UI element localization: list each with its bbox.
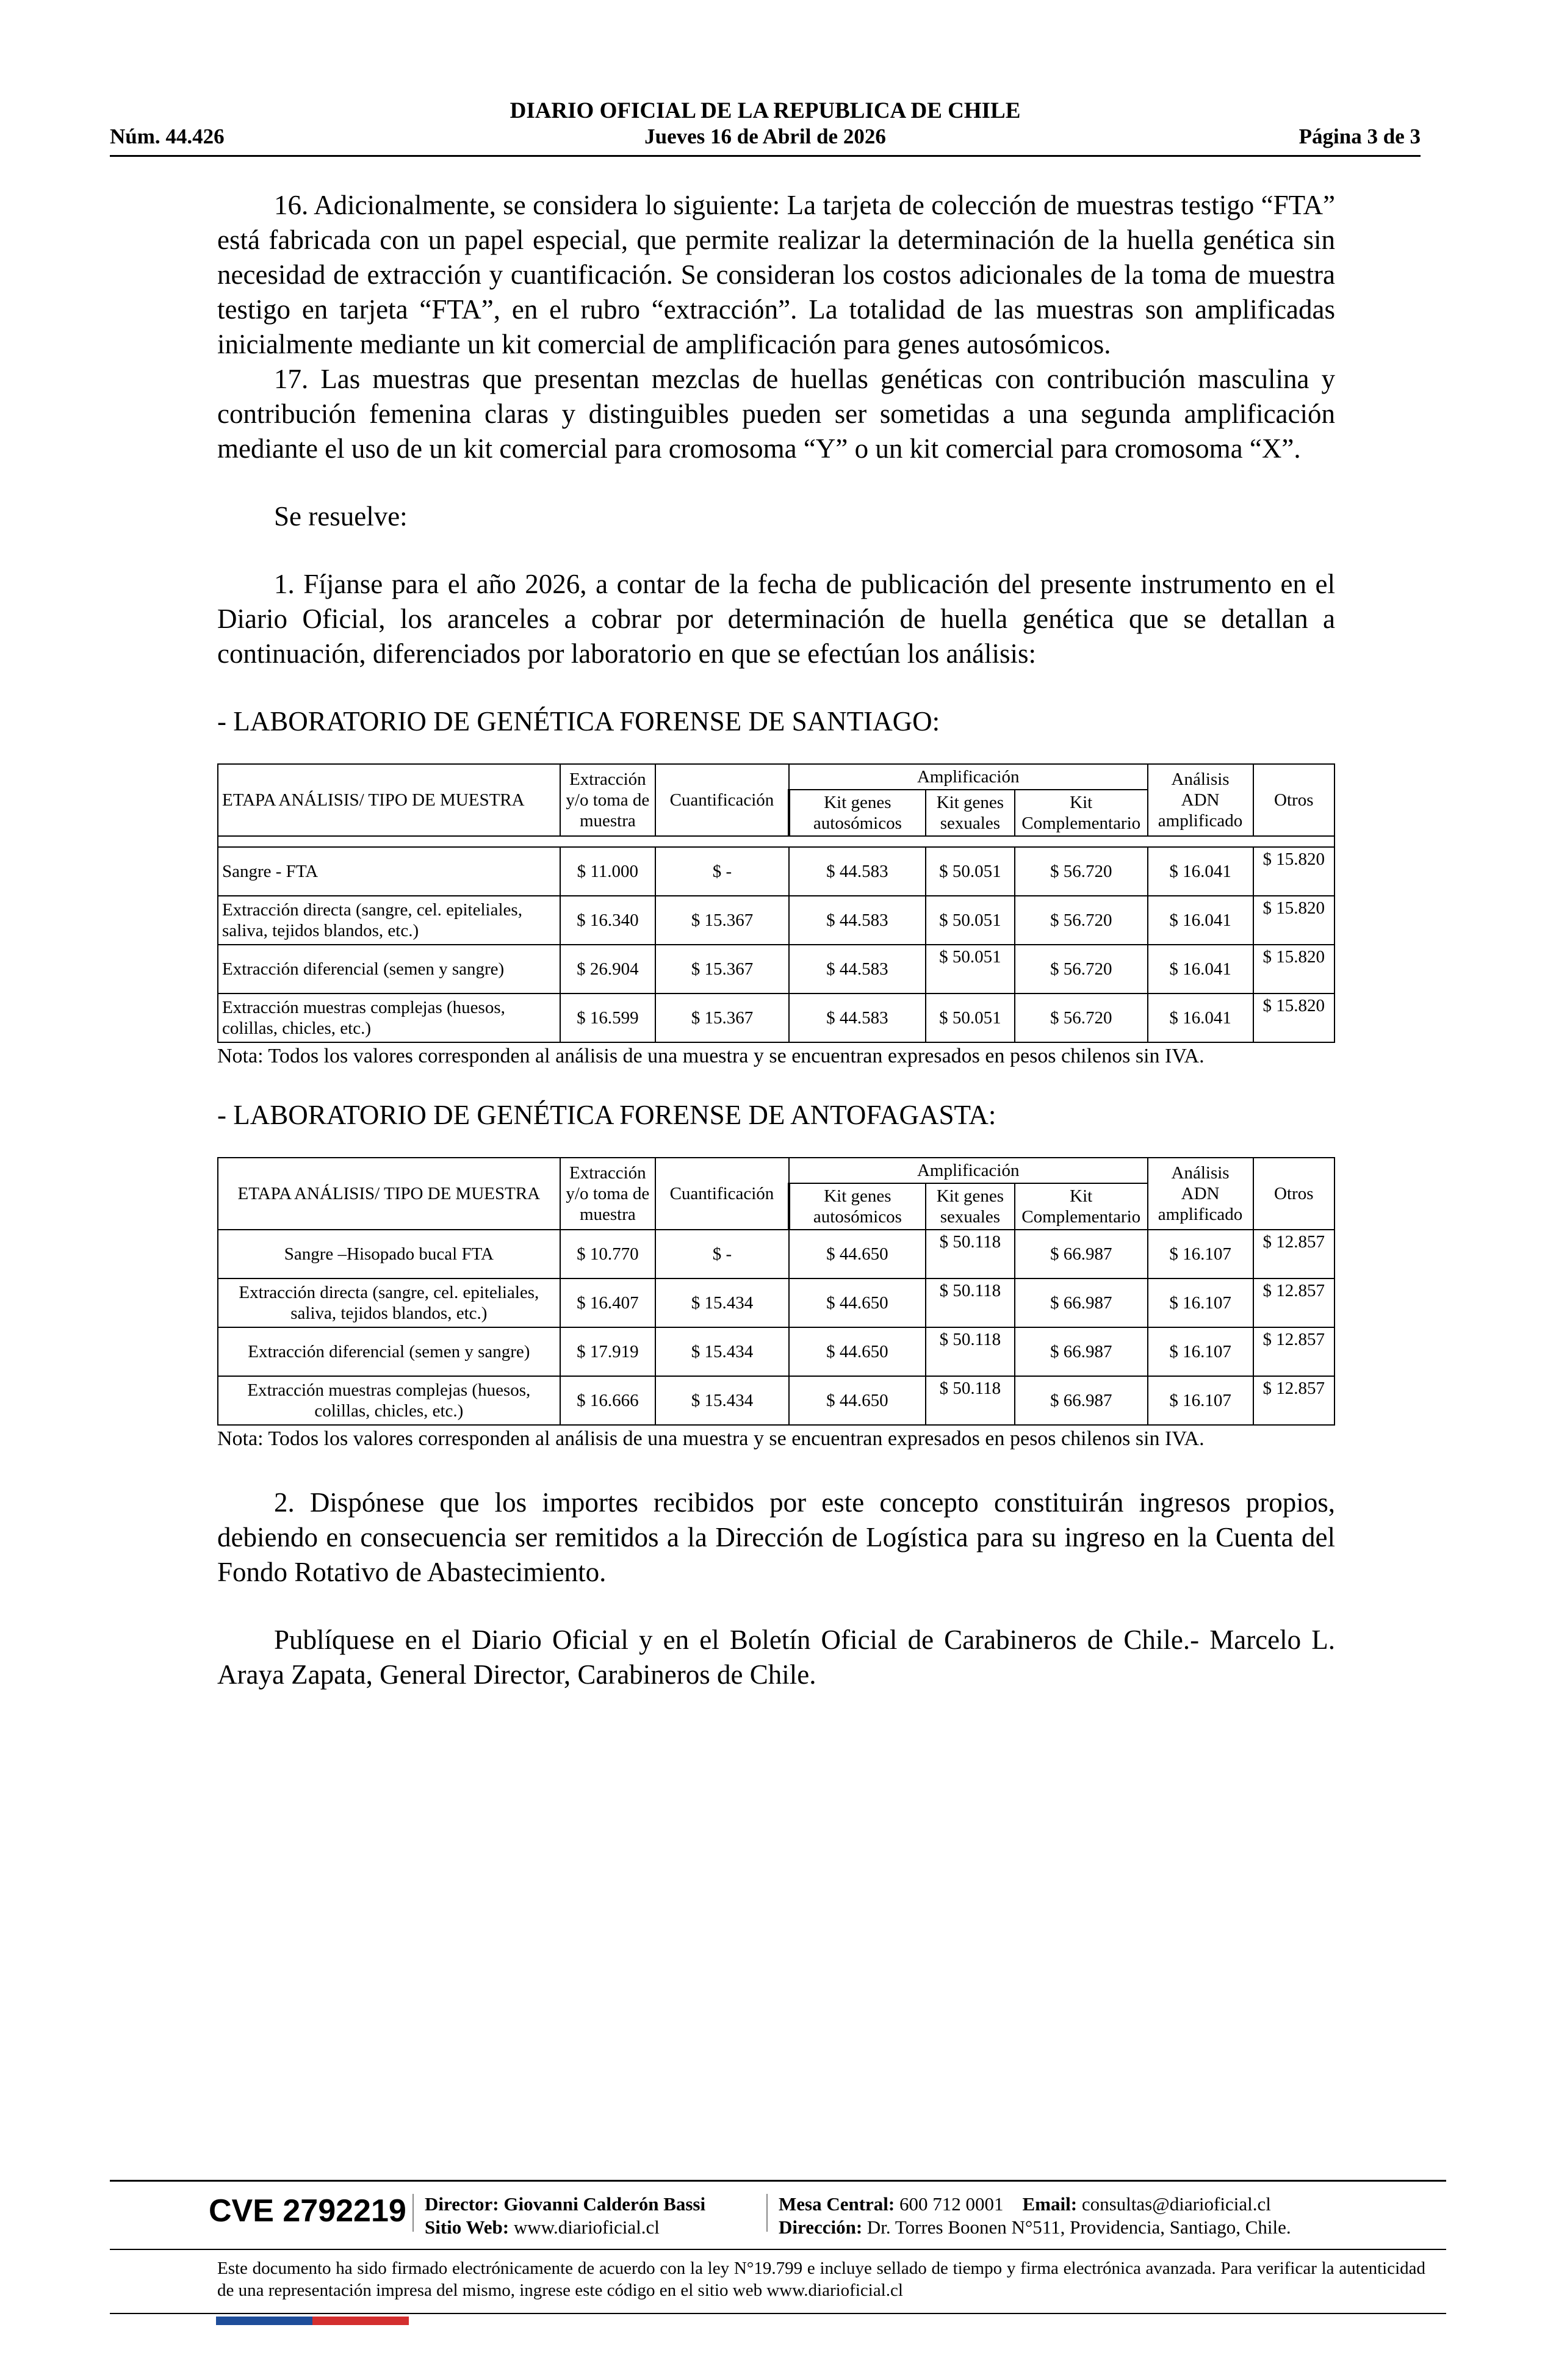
- cell-sexuales: $ 50.051: [926, 896, 1015, 945]
- cell-complementario: $ 56.720: [1015, 945, 1148, 993]
- cell-etapa: Extracción muestras complejas (huesos, colillas, chicles, etc.): [218, 993, 560, 1042]
- email-label: Email:: [1022, 2193, 1078, 2215]
- cell-analisis: $ 16.107: [1148, 1376, 1253, 1425]
- director-label: Director:: [425, 2193, 499, 2215]
- cell-etapa: Extracción directa (sangre, cel. epiteliales, saliva, tejidos blandos, etc.): [218, 896, 560, 945]
- cell-complementario: $ 66.987: [1015, 1376, 1148, 1425]
- table-row: [218, 993, 1334, 1042]
- cell-autosomicos: $ 44.583: [789, 847, 926, 896]
- header-complementario: Kit Complementario: [1015, 790, 1148, 836]
- table-row: [218, 1278, 1334, 1327]
- cell-cuantificacion: $ 15.367: [655, 993, 789, 1042]
- cell-cuantificacion: $ -: [655, 847, 789, 896]
- cell-analisis: $ 16.041: [1148, 847, 1253, 896]
- legal-notice: Este documento ha sido firmado electrónicamente de acuerdo con la ley N°19.799 e incluye sellado de tiempo y firma electrónica avanzada. Para verificar la autenticidad de una representación impresa del mismo, ingrese este código en el sitio web www.diarioficial.cl: [217, 2259, 1425, 2300]
- cell-analisis: $ 16.107: [1148, 1327, 1253, 1376]
- cell-sexuales: $ 50.051: [926, 945, 1015, 993]
- table-row: [218, 847, 1334, 896]
- address-label: Dirección:: [779, 2216, 863, 2238]
- cell-extraccion: $ 11.000: [560, 847, 655, 896]
- cell-otros: $ 15.820: [1253, 847, 1334, 896]
- footer-contact-block: [779, 2193, 1291, 2239]
- cell-analisis: $ 16.107: [1148, 1278, 1253, 1327]
- santiago-note: Nota: Todos los valores corresponden al análisis de una muestra y se encuentran expresados en pesos chilenos sin IVA.: [217, 1045, 1205, 1067]
- address-text: Dr. Torres Boonen N°511, Providencia, Santiago, Chile.: [866, 2216, 1291, 2238]
- cell-sexuales: $ 50.051: [926, 847, 1015, 896]
- cell-sexuales: $ 50.118: [926, 1278, 1015, 1327]
- table-row: [218, 1327, 1334, 1376]
- header-extraccion: Extracción y/o toma de muestra: [560, 764, 655, 836]
- cell-autosomicos: $ 44.650: [789, 1376, 926, 1425]
- header-otros: Otros: [1253, 1158, 1334, 1230]
- cell-analisis: $ 16.041: [1148, 993, 1253, 1042]
- footer-director-block: [425, 2193, 705, 2239]
- cell-complementario: $ 66.987: [1015, 1278, 1148, 1327]
- cell-extraccion: $ 16.599: [560, 993, 655, 1042]
- paragraph-16: 16. Adicionalmente, se considera lo siguiente: La tarjeta de colección de muestras testigo “FTA” está fabricada con un papel especial, que permite realizar la determinación de la huella genética sin necesidad de extracción y cuantificación. Se consideran los costos adicionales de la toma de muestra testigo en tarjeta “FTA”, en el rubro “extracción”. La totalidad de las muestras son amplificadas inicialmente mediante un kit comercial de amplificación para genes autosómicos.: [217, 190, 1335, 359]
- cell-otros: $ 12.857: [1253, 1230, 1334, 1278]
- cell-autosomicos: $ 44.650: [789, 1230, 926, 1278]
- email-link[interactable]: consultas@diarioficial.cl: [1081, 2193, 1271, 2215]
- cell-autosomicos: $ 44.583: [789, 896, 926, 945]
- website-label: Sitio Web:: [425, 2216, 510, 2238]
- header-sexuales: Kit genes sexuales: [926, 1183, 1015, 1230]
- antofagasta-note: Nota: Todos los valores corresponden al análisis de una muestra y se encuentran expresados en pesos chilenos sin IVA.: [217, 1427, 1205, 1450]
- footer-divider: [412, 2194, 414, 2232]
- cell-otros: $ 15.820: [1253, 945, 1334, 993]
- cell-otros: $ 15.820: [1253, 993, 1334, 1042]
- santiago-lab-title: - LABORATORIO DE GENÉTICA FORENSE DE SANTIAGO:: [217, 706, 940, 737]
- issue-date: Jueves 16 de Abril de 2026: [644, 124, 886, 148]
- header-etapa: ETAPA ANÁLISIS/ TIPO DE MUESTRA: [218, 1158, 560, 1230]
- resolution-2: 2. Dispónese que los importes recibidos por este concepto constituirán ingresos propios, debiendo en consecuencia ser remitidos a la Dirección de Logística para su ingreso en la Cuenta del Fondo Rotativo de Abastecimiento.: [217, 1487, 1335, 1587]
- issue-number: Núm. 44.426: [110, 124, 225, 148]
- resuelve-heading: Se resuelve:: [274, 501, 408, 532]
- cell-complementario: $ 56.720: [1015, 993, 1148, 1042]
- cell-extraccion: $ 26.904: [560, 945, 655, 993]
- cell-analisis: $ 16.041: [1148, 896, 1253, 945]
- table-row: [218, 1376, 1334, 1425]
- cell-etapa: Extracción diferencial (semen y sangre): [218, 945, 560, 993]
- page-footer: [110, 2180, 1446, 2300]
- gazette-title: DIARIO OFICIAL DE LA REPUBLICA DE CHILE: [510, 98, 1021, 123]
- header-analisis: Análisis ADN amplificado: [1148, 1158, 1253, 1230]
- header-autosomicos: Kit genes autosómicos: [789, 1183, 926, 1230]
- cell-etapa: Extracción directa (sangre, cel. epiteliales, saliva, tejidos blandos, etc.): [218, 1278, 560, 1327]
- header-amplificacion: Amplificación: [789, 764, 1148, 790]
- santiago-fee-table: [217, 763, 1335, 1043]
- cell-sexuales: $ 50.118: [926, 1327, 1015, 1376]
- header-cuantificacion: Cuantificación: [655, 1158, 789, 1230]
- cell-etapa: Sangre - FTA: [218, 847, 560, 896]
- cell-extraccion: $ 16.340: [560, 896, 655, 945]
- cell-etapa: Extracción diferencial (semen y sangre): [218, 1327, 560, 1376]
- cell-otros: $ 15.820: [1253, 896, 1334, 945]
- header-analisis: Análisis ADN amplificado: [1148, 764, 1253, 836]
- antofagasta-lab-title: - LABORATORIO DE GENÉTICA FORENSE DE ANTOFAGASTA:: [217, 1100, 996, 1130]
- cell-analisis: $ 16.041: [1148, 945, 1253, 993]
- resolution-1: 1. Fíjanse para el año 2026, a contar de la fecha de publicación del presente instrumento en el Diario Oficial, los aranceles a cobrar por determinación de huella genética que se detallan a continuación, diferenciados por laboratorio en que se efectúan los análisis:: [217, 569, 1335, 669]
- cell-analisis: $ 16.107: [1148, 1230, 1253, 1278]
- cell-cuantificacion: $ -: [655, 1230, 789, 1278]
- cell-etapa: Sangre –Hisopado bucal FTA: [218, 1230, 560, 1278]
- cell-autosomicos: $ 44.650: [789, 1278, 926, 1327]
- footer-rule: [110, 2249, 1446, 2250]
- cell-autosomicos: $ 44.583: [789, 993, 926, 1042]
- header-cuantificacion: Cuantificación: [655, 764, 789, 836]
- paragraph-17: 17. Las muestras que presentan mezclas de huellas genéticas con contribución masculina y contribución femenina claras y distinguibles pueden ser sometidas a una segunda amplificación mediante el uso de un kit comercial para cromosoma “Y” o un kit comercial para cromosoma “X”.: [217, 364, 1335, 464]
- cell-etapa: Extracción muestras complejas (huesos, colillas, chicles, etc.): [218, 1376, 560, 1425]
- table-row: [218, 896, 1334, 945]
- flag-stripe-red: [312, 2317, 409, 2325]
- header-etapa: ETAPA ANÁLISIS/ TIPO DE MUESTRA: [218, 764, 560, 836]
- cell-extraccion: $ 10.770: [560, 1230, 655, 1278]
- cell-sexuales: $ 50.118: [926, 1376, 1015, 1425]
- footer-divider: [766, 2194, 768, 2232]
- cell-cuantificacion: $ 15.434: [655, 1376, 789, 1425]
- header-complementario: Kit Complementario: [1015, 1183, 1148, 1230]
- cell-complementario: $ 56.720: [1015, 847, 1148, 896]
- cell-cuantificacion: $ 15.434: [655, 1327, 789, 1376]
- director-name: Giovanni Calderón Bassi: [503, 2193, 706, 2215]
- publication-order: Publíquese en el Diario Oficial y en el Boletín Oficial de Carabineros de Chile.- Marcelo L. Araya Zapata, General Director, Carabineros de Chile.: [217, 1625, 1335, 1690]
- cell-extraccion: $ 17.919: [560, 1327, 655, 1376]
- antofagasta-fee-table: [217, 1157, 1335, 1426]
- cell-complementario: $ 66.987: [1015, 1230, 1148, 1278]
- header-amplificacion: Amplificación: [789, 1158, 1148, 1183]
- cell-complementario: $ 56.720: [1015, 896, 1148, 945]
- cell-autosomicos: $ 44.583: [789, 945, 926, 993]
- document-body: [217, 188, 1335, 1692]
- page-header: [110, 93, 1421, 157]
- cell-complementario: $ 66.987: [1015, 1327, 1148, 1376]
- header-otros: Otros: [1253, 764, 1334, 836]
- cell-autosomicos: $ 44.650: [789, 1327, 926, 1376]
- header-extraccion: Extracción y/o toma de muestra: [560, 1158, 655, 1230]
- cell-sexuales: $ 50.118: [926, 1230, 1015, 1278]
- header-sexuales: Kit genes sexuales: [926, 790, 1015, 836]
- footer-rule: [110, 2313, 1446, 2314]
- cell-sexuales: $ 50.051: [926, 993, 1015, 1042]
- cell-otros: $ 12.857: [1253, 1327, 1334, 1376]
- cell-cuantificacion: $ 15.434: [655, 1278, 789, 1327]
- mesa-label: Mesa Central:: [779, 2193, 895, 2215]
- cve-code: CVE 2792219: [209, 2193, 406, 2229]
- table-row: [218, 945, 1334, 993]
- cell-otros: $ 12.857: [1253, 1278, 1334, 1327]
- cell-cuantificacion: $ 15.367: [655, 945, 789, 993]
- mesa-phone: 600 712 0001: [899, 2193, 1004, 2215]
- website-link[interactable]: www.diarioficial.cl: [513, 2216, 660, 2238]
- cell-otros: $ 12.857: [1253, 1376, 1334, 1425]
- table-row: [218, 1230, 1334, 1278]
- cell-extraccion: $ 16.666: [560, 1376, 655, 1425]
- flag-stripe-blue: [216, 2317, 312, 2325]
- cell-extraccion: $ 16.407: [560, 1278, 655, 1327]
- header-autosomicos: Kit genes autosómicos: [789, 790, 926, 836]
- page-number: Página 3 de 3: [1298, 124, 1421, 148]
- cell-cuantificacion: $ 15.367: [655, 896, 789, 945]
